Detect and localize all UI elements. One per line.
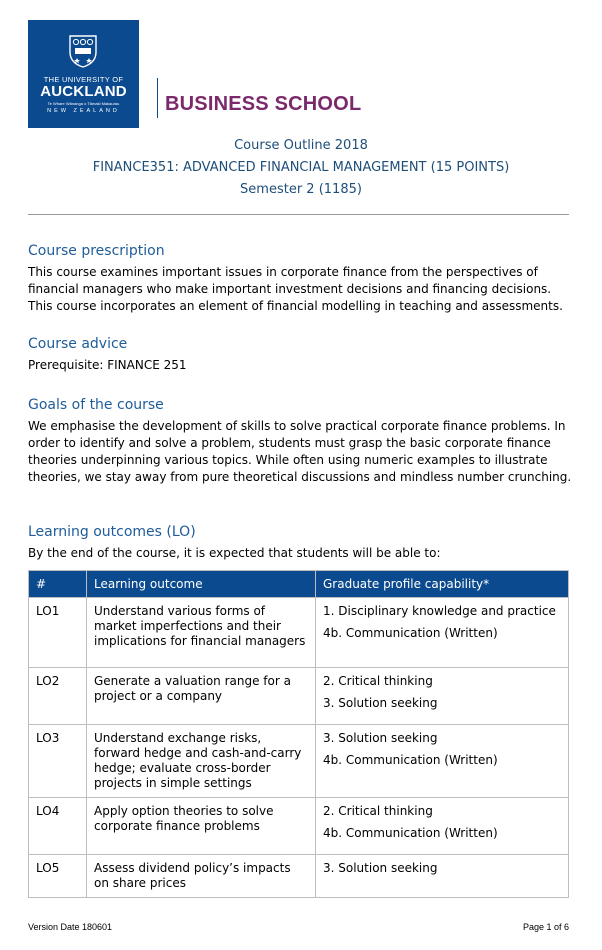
column-header-outcome: Learning outcome xyxy=(87,571,316,598)
logo-line-2: AUCKLAND xyxy=(40,83,127,100)
page-number: Page 1 of 6 xyxy=(522,922,569,932)
lo-id: LO1 xyxy=(29,598,87,668)
lo-outcome: Understand various forms of market imperfections and their implications for financial managers xyxy=(87,598,316,668)
lo-outcome: Generate a valuation range for a project or a company xyxy=(87,668,316,725)
lo-id: LO4 xyxy=(29,798,87,855)
university-logo xyxy=(28,20,139,128)
capability-item: 1. Disciplinary knowledge and practice xyxy=(323,604,556,618)
logo-divider xyxy=(157,78,158,118)
column-header-number: # xyxy=(29,571,87,598)
capability-item: 3. Solution seeking xyxy=(323,861,438,875)
header-divider xyxy=(28,214,569,215)
table-row xyxy=(29,798,569,855)
table-row xyxy=(29,668,569,725)
prescription-heading: Course prescription xyxy=(28,243,165,259)
lo-capabilities xyxy=(316,855,569,898)
capability-item: 4b. Communication (Written) xyxy=(323,626,498,640)
lo-outcome: Assess dividend policy’s impacts on share prices xyxy=(87,855,316,898)
goals-heading: Goals of the course xyxy=(28,397,164,413)
lo-outcome: Apply option theories to solve corporate finance problems xyxy=(87,798,316,855)
table-row xyxy=(29,598,569,668)
capability-item: 3. Solution seeking xyxy=(323,696,438,710)
capability-item: 2. Critical thinking xyxy=(323,674,433,688)
table-header-row xyxy=(29,571,569,598)
crest-icon xyxy=(68,34,98,68)
logo-line-3: Te Whare Wānanga o Tāmaki Makaurau xyxy=(47,101,120,106)
learning-outcomes-table xyxy=(28,570,569,898)
capability-item: 4b. Communication (Written) xyxy=(323,753,498,767)
lo-outcome: Understand exchange risks, forward hedge and cash-and-carry hedge; evaluate cross-border projects in simple settings xyxy=(87,725,316,798)
column-header-capability: Graduate profile capability* xyxy=(316,571,569,598)
lo-capabilities xyxy=(316,668,569,725)
logo-line-4: NEW ZEALAND xyxy=(47,108,120,114)
school-name: BUSINESS SCHOOL xyxy=(165,93,362,115)
capability-item: 2. Critical thinking xyxy=(323,804,433,818)
outcomes-heading: Learning outcomes (LO) xyxy=(28,524,196,540)
advice-heading: Course advice xyxy=(28,336,128,352)
capability-item: 3. Solution seeking xyxy=(323,731,438,745)
version-date: Version Date 180601 xyxy=(28,922,113,932)
advice-text: Prerequisite: FINANCE 251 xyxy=(28,358,187,372)
goals-text: We emphasise the development of skills to solve practical corporate finance problems. In order to identify and solve a problem, students must grasp the basic corporate finance theories underpinning various topics. While often using numeric examples to illustrate theories, we stay away from pure theoretical discussions and mindless number crunching. xyxy=(28,419,572,484)
lo-capabilities xyxy=(316,598,569,668)
semester: Semester 2 (1185) xyxy=(240,182,362,197)
lo-capabilities xyxy=(316,798,569,855)
outcomes-intro: By the end of the course, it is expected that students will be able to: xyxy=(28,546,441,560)
course-title: FINANCE351: ADVANCED FINANCIAL MANAGEMENT (15 POINTS) xyxy=(92,160,510,175)
lo-id: LO3 xyxy=(29,725,87,798)
lo-id: LO5 xyxy=(29,855,87,898)
lo-capabilities xyxy=(316,725,569,798)
course-outline-title: Course Outline 2018 xyxy=(234,138,368,153)
lo-id: LO2 xyxy=(29,668,87,725)
capability-item: 4b. Communication (Written) xyxy=(323,826,498,840)
table-row xyxy=(29,855,569,898)
prescription-text: This course examines important issues in corporate finance from the perspectives of financial managers who make important investment decisions and financing decisions. This course incorporates an element of financial modelling in teaching and assessments. xyxy=(28,265,563,313)
logo-line-1: THE UNIVERSITY OF xyxy=(43,75,124,84)
table-row xyxy=(29,725,569,798)
